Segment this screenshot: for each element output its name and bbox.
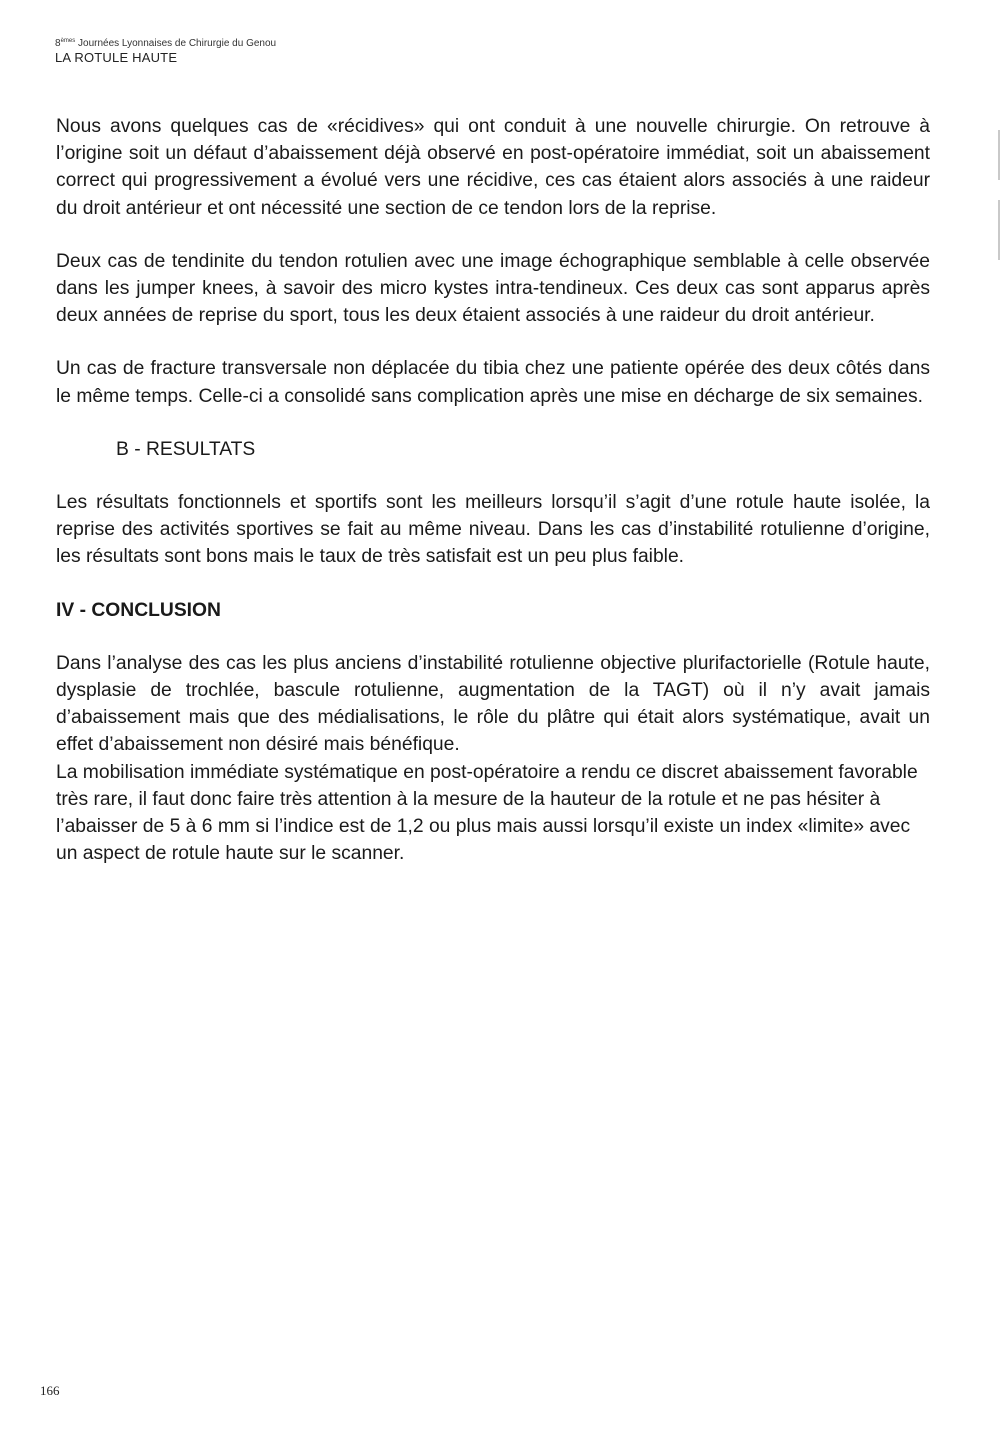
paragraph-conclusion-2: La mobilisation immédiate systématique en post-opératoire a rendu ce discret abaissement favorable très rare, il faut donc faire très attention à la mesure de la hauteur de la rotule et ne pas hésiter à l’abaisser de 5 à 6 mm si l’indice est de 1,2 ou plus mais aussi lorsqu’il existe un index «limite» avec un aspect de rotule haute sur le scanner. (56, 761, 918, 865)
section-heading-resultats: B - RESULTATS (116, 438, 256, 460)
running-header (55, 38, 276, 65)
paragraph-recidives: Nous avons quelques cas de «récidives» qui ont conduit à une nouvelle chirurgie. On retrouve à l’origine soit un défaut d’abaissement déjà observé en post-opératoire immédiat, soit un abaissement correct qui progressivement a évolué vers une récidive, ces cas étaient alors associés à une raideur du droit antérieur et ont nécessité une section de ce tendon lors de la reprise. (56, 116, 930, 219)
conference-title: Journées Lyonnaises de Chirurgie du Genou (75, 38, 277, 49)
paragraph-tendinite: Deux cas de tendinite du tendon rotulien avec une image échographique semblable à celle observée dans les jumper knees, à savoir des micro kystes intra-tendineux. Ces deux cas sont apparus après deux années de reprise du sport, tous les deux étaient associés à une raideur du droit antérieur. (56, 250, 930, 327)
page-body (56, 113, 930, 867)
edition-number: 8 (55, 38, 61, 49)
paragraph-fracture: Un cas de fracture transversale non déplacée du tibia chez une patiente opérée des deux côtés dans le même temps. Celle-ci a consolidé sans complication après une mise en décharge de six semaines. (56, 358, 930, 407)
section-heading-conclusion: IV - CONCLUSION (56, 599, 221, 621)
page-number: 166 (40, 1383, 60, 1398)
paragraph-conclusion-1: Dans l’analyse des cas les plus anciens d’instabilité rotulienne objective plurifactorielle (Rotule haute, dysplasie de trochlée, bascule rotulienne, augmentation de la TAGT) où il n’y avait jamais d’abaissement mais que des médialisations, le rôle du plâtre qui était alors systématique, avait un effet d’abaissement non désiré mais bénéfique. (56, 652, 930, 756)
paragraph-resultats: Les résultats fonctionnels et sportifs sont les meilleurs lorsqu’il s’agit d’une rotule haute isolée, la reprise des activités sportives se fait au même niveau. Dans les cas d’instabilité rotulienne d’origine, les résultats sont bons mais le taux de très satisfait est un peu plus faible. (56, 492, 930, 568)
chapter-title: LA ROTULE HAUTE (55, 49, 178, 65)
conference-name (55, 38, 276, 50)
edition-suffix: èmes (60, 38, 76, 44)
